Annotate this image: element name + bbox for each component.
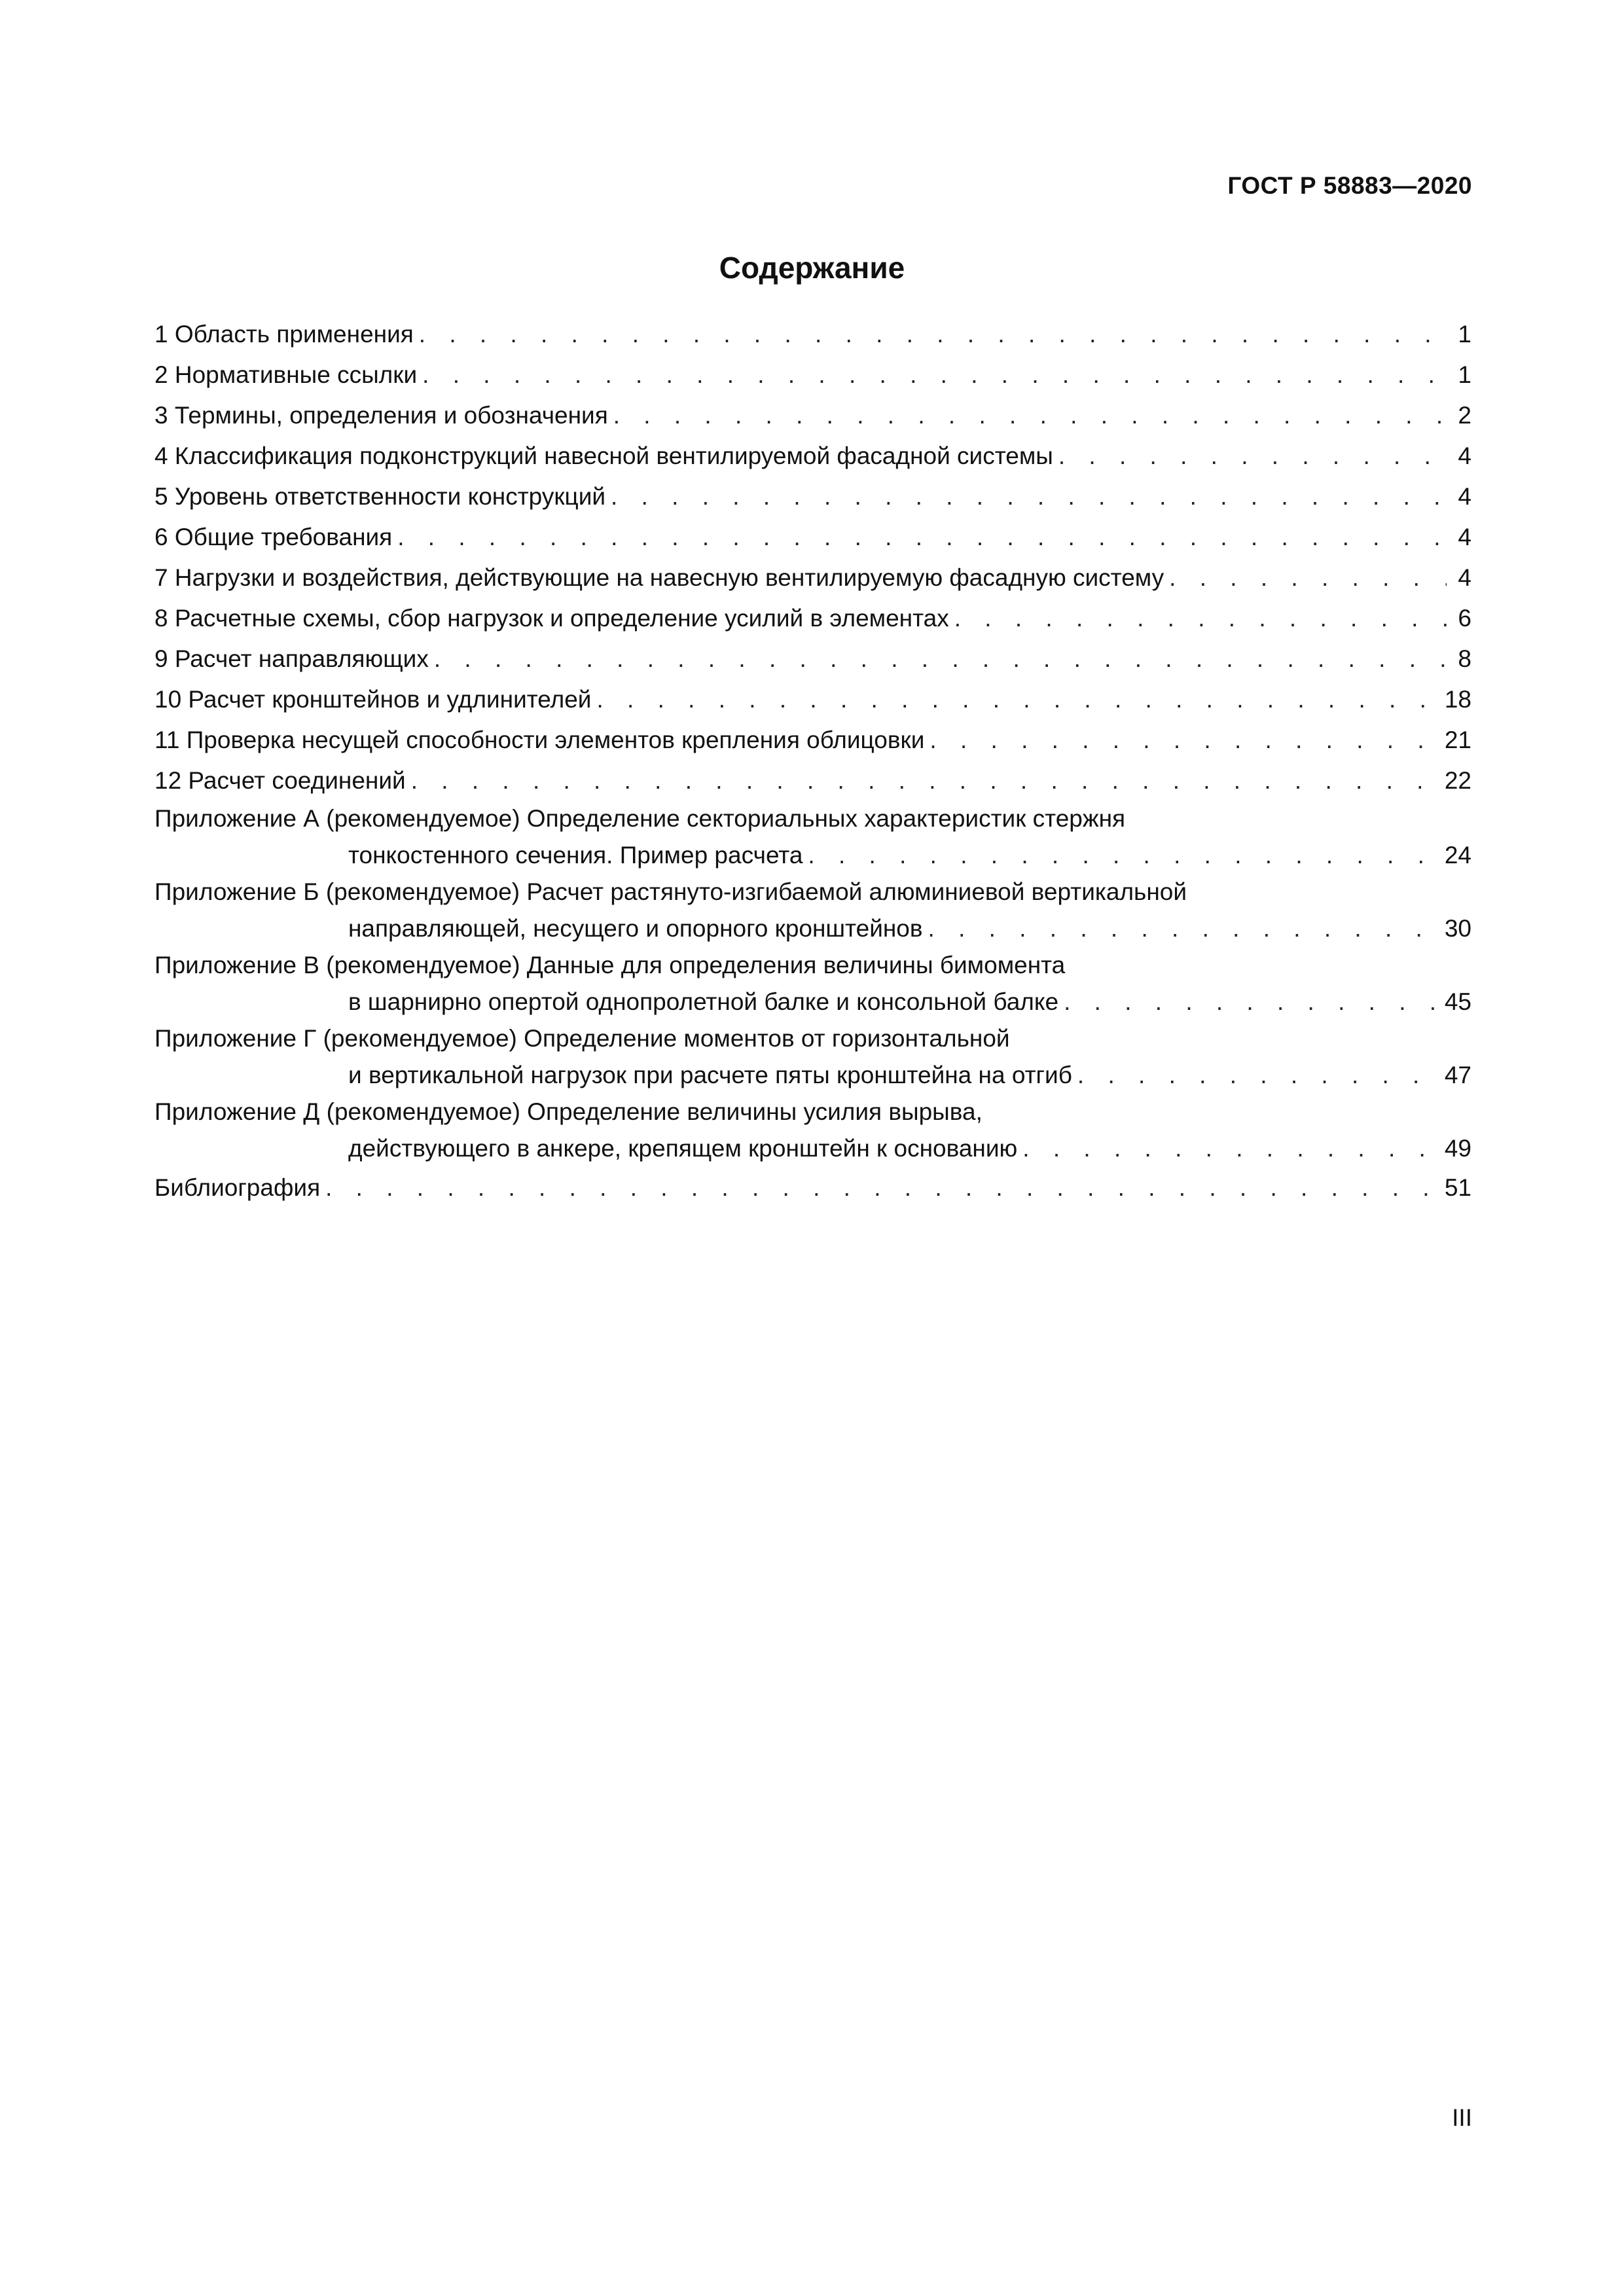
dot-leader	[1077, 1056, 1439, 1094]
page-number: III	[1452, 2104, 1472, 2131]
toc-entry-page: 49	[1444, 1135, 1471, 1162]
toc-entry-label: 8 Расчетные схемы, сбор нагрузок и определение усилий в элементах	[154, 605, 949, 632]
dot-leader	[1064, 983, 1439, 1021]
toc-entry-label: 2 Нормативные ссылки	[154, 361, 418, 388]
toc-entry-page: 21	[1444, 726, 1471, 753]
toc-entry-page: 24	[1444, 842, 1471, 869]
dot-leader	[422, 355, 1447, 395]
toc-entry[interactable]	[154, 355, 1471, 395]
toc-appendix-a[interactable]	[154, 801, 1471, 874]
toc-entry-page: 30	[1444, 915, 1471, 942]
toc-entry-page: 18	[1444, 686, 1471, 713]
toc-entry[interactable]	[154, 395, 1471, 436]
dot-leader	[325, 1168, 1439, 1208]
appendix-title: Приложение В (рекомендуемое) Данные для определения величины бимомента	[154, 952, 1066, 978]
toc-entry[interactable]	[154, 558, 1471, 598]
toc-entry-label: 9 Расчет направляющих	[154, 645, 429, 672]
appendix-continuation	[154, 836, 1471, 874]
toc-entry[interactable]	[154, 761, 1471, 801]
dot-leader	[929, 720, 1439, 761]
document-code: ГОСТ Р 58883—2020	[1227, 172, 1472, 199]
toc-entry-label: 7 Нагрузки и воздействия, действующие на навесную вентилируемую фасадную систему	[154, 564, 1164, 591]
dot-leader	[808, 836, 1439, 874]
dot-leader	[434, 639, 1447, 679]
dot-leader	[1022, 1130, 1439, 1168]
toc-entry-page: 22	[1444, 767, 1471, 794]
toc-entry-page: 4	[1458, 483, 1471, 510]
appendix-continuation	[154, 1056, 1471, 1094]
toc-entry-page: 6	[1458, 605, 1471, 632]
toc-entry[interactable]	[154, 314, 1471, 355]
dot-leader	[411, 761, 1439, 801]
appendix-continuation	[154, 1130, 1471, 1168]
toc-entry-page: 51	[1444, 1174, 1471, 1201]
toc-entry-page: 45	[1444, 988, 1471, 1015]
toc-entry-label: 4 Классификация подконструкций навесной вентилируемой фасадной системы	[154, 442, 1053, 469]
appendix-continuation	[154, 910, 1471, 948]
toc-entry-label: 1 Область применения	[154, 321, 414, 348]
toc-bibliography[interactable]	[154, 1168, 1471, 1208]
toc-entry-page: 8	[1458, 645, 1471, 672]
dot-leader	[928, 910, 1439, 948]
toc-entry-page: 47	[1444, 1062, 1471, 1088]
toc-entry-label: 3 Термины, определения и обозначения	[154, 402, 608, 429]
toc-entry-label: 5 Уровень ответственности конструкций	[154, 483, 606, 510]
dot-leader	[1058, 436, 1447, 476]
toc-entry-label: 11 Проверка несущей способности элементов крепления облицовки	[154, 726, 925, 753]
appendix-subtitle: тонкостенного сечения. Пример расчета	[348, 842, 803, 869]
dot-leader	[954, 598, 1447, 639]
toc-entry[interactable]	[154, 639, 1471, 679]
toc-entry-page: 1	[1458, 321, 1471, 348]
toc-appendix-g[interactable]	[154, 1021, 1471, 1094]
appendix-subtitle: и вертикальной нагрузок при расчете пяты кронштейна на отгиб	[348, 1062, 1072, 1088]
toc-entry[interactable]	[154, 517, 1471, 558]
toc-entry-label: 6 Общие требования	[154, 524, 393, 550]
toc-entry-label: 10 Расчет кронштейнов и удлинителей	[154, 686, 592, 713]
appendix-title: Приложение А (рекомендуемое) Определение секториальных характеристик стержня	[154, 805, 1126, 832]
appendix-subtitle: действующего в анкере, крепящем кронштейн к основанию	[348, 1135, 1018, 1162]
table-of-contents	[154, 314, 1471, 1208]
appendix-title: Приложение Б (рекомендуемое) Расчет растянуто-изгибаемой алюминиевой вертикальной	[154, 878, 1187, 905]
toc-entry[interactable]	[154, 598, 1471, 639]
appendix-continuation	[154, 983, 1471, 1021]
toc-entry-page: 4	[1458, 524, 1471, 550]
appendix-title: Приложение Д (рекомендуемое) Определение величины усилия вырыва,	[154, 1098, 983, 1125]
toc-entry-page: 4	[1458, 442, 1471, 469]
toc-entry-label: Библиография	[154, 1174, 321, 1201]
appendix-subtitle: направляющей, несущего и опорного кронштейнов	[348, 915, 923, 942]
dot-leader	[1169, 558, 1447, 598]
toc-entry-page: 2	[1458, 402, 1471, 429]
toc-entry-page: 1	[1458, 361, 1471, 388]
toc-entry[interactable]	[154, 436, 1471, 476]
toc-appendix-v[interactable]	[154, 948, 1471, 1021]
dot-leader	[596, 679, 1439, 720]
dot-leader	[419, 314, 1447, 355]
appendix-subtitle: в шарнирно опертой однопролетной балке и консольной балке	[348, 988, 1059, 1015]
toc-entry[interactable]	[154, 720, 1471, 761]
toc-entry-label: 12 Расчет соединений	[154, 767, 406, 794]
toc-appendix-d[interactable]	[154, 1094, 1471, 1168]
dot-leader	[611, 476, 1447, 517]
toc-title: Содержание	[719, 251, 905, 285]
dot-leader	[613, 395, 1447, 436]
toc-appendix-b[interactable]	[154, 874, 1471, 948]
dot-leader	[397, 517, 1447, 558]
toc-entry-page: 4	[1458, 564, 1471, 591]
toc-entry[interactable]	[154, 476, 1471, 517]
toc-entry[interactable]	[154, 679, 1471, 720]
appendix-title: Приложение Г (рекомендуемое) Определение моментов от горизонтальной	[154, 1025, 1010, 1052]
